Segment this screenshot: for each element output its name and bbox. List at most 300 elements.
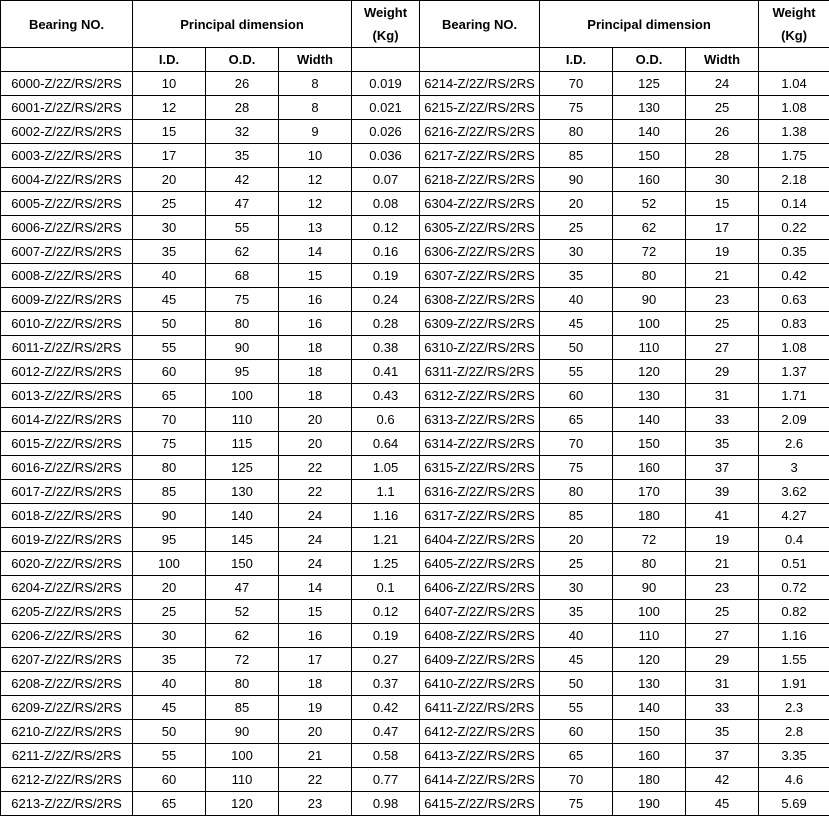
table-row [1,336,829,360]
table-row [1,456,829,480]
id-cell: 80 [133,456,206,480]
weight-cell: 0.41 [352,360,420,384]
weight-cell: 0.22 [759,216,829,240]
width-cell: 18 [279,336,352,360]
od-cell: 110 [613,336,686,360]
weight-cell: 2.18 [759,168,829,192]
bearing-no-cell: 6013-Z/2Z/RS/2RS [1,384,133,408]
od-header-right: O.D. [613,48,686,72]
weight-cell: 0.12 [352,600,420,624]
width-cell: 21 [686,552,759,576]
od-cell: 100 [613,600,686,624]
weight-cell: 0.42 [759,264,829,288]
weight-cell: 0.64 [352,432,420,456]
id-cell: 75 [540,792,613,816]
table-row [1,120,829,144]
bearing-no-cell: 6415-Z/2Z/RS/2RS [420,792,540,816]
id-cell: 80 [540,120,613,144]
od-cell: 140 [613,696,686,720]
id-cell: 40 [133,264,206,288]
id-cell: 20 [540,528,613,552]
id-cell: 30 [133,216,206,240]
weight-cell: 1.16 [352,504,420,528]
bearing-no-cell: 6000-Z/2Z/RS/2RS [1,72,133,96]
weight-cell: 4.6 [759,768,829,792]
weight-cell: 0.27 [352,648,420,672]
od-cell: 72 [206,648,279,672]
weight-cell: 1.04 [759,72,829,96]
weight-cell: 1.37 [759,360,829,384]
weight-cell: 3.35 [759,744,829,768]
width-cell: 35 [686,432,759,456]
width-cell: 39 [686,480,759,504]
id-cell: 20 [133,168,206,192]
weight-cell: 0.77 [352,768,420,792]
width-cell: 18 [279,360,352,384]
principal-dimension-header-left: Principal dimension [133,1,352,48]
bearing-no-cell: 6010-Z/2Z/RS/2RS [1,312,133,336]
id-cell: 60 [540,720,613,744]
width-cell: 24 [279,528,352,552]
width-cell: 19 [686,528,759,552]
weight-cell: 1.08 [759,336,829,360]
bearing-no-cell: 6015-Z/2Z/RS/2RS [1,432,133,456]
table-row [1,72,829,96]
table-row [1,144,829,168]
id-cell: 50 [540,336,613,360]
width-cell: 28 [686,144,759,168]
width-cell: 8 [279,72,352,96]
od-cell: 52 [206,600,279,624]
weight-cell: 0.021 [352,96,420,120]
weight-cell: 0.83 [759,312,829,336]
id-cell: 30 [540,576,613,600]
bearing-no-cell: 6413-Z/2Z/RS/2RS [420,744,540,768]
width-cell: 29 [686,648,759,672]
table-row [1,576,829,600]
bearing-no-cell: 6312-Z/2Z/RS/2RS [420,384,540,408]
weight-cell: 0.036 [352,144,420,168]
bearing-no-cell: 6307-Z/2Z/RS/2RS [420,264,540,288]
bearing-no-cell: 6410-Z/2Z/RS/2RS [420,672,540,696]
width-cell: 42 [686,768,759,792]
width-cell: 10 [279,144,352,168]
weight-cell: 0.07 [352,168,420,192]
od-cell: 55 [206,216,279,240]
id-cell: 95 [133,528,206,552]
width-cell: 17 [686,216,759,240]
weight-unit: (Kg) [759,24,829,47]
od-cell: 180 [613,504,686,528]
od-cell: 100 [206,384,279,408]
id-cell: 20 [540,192,613,216]
id-cell: 90 [133,504,206,528]
table-row [1,720,829,744]
bearing-no-cell: 6404-Z/2Z/RS/2RS [420,528,540,552]
table-row [1,672,829,696]
weight-cell: 0.24 [352,288,420,312]
id-cell: 30 [133,624,206,648]
table-row [1,360,829,384]
id-cell: 15 [133,120,206,144]
weight-cell: 1.75 [759,144,829,168]
bearing-no-cell: 6014-Z/2Z/RS/2RS [1,408,133,432]
width-cell: 27 [686,336,759,360]
id-header-right: I.D. [540,48,613,72]
principal-dimension-header-right: Principal dimension [540,1,759,48]
empty-header-cell [420,48,540,72]
width-cell: 24 [686,72,759,96]
width-cell: 24 [279,552,352,576]
od-cell: 47 [206,192,279,216]
id-cell: 70 [133,408,206,432]
width-cell: 15 [686,192,759,216]
bearing-no-cell: 6209-Z/2Z/RS/2RS [1,696,133,720]
od-cell: 120 [613,648,686,672]
weight-cell: 0.47 [352,720,420,744]
width-cell: 17 [279,648,352,672]
width-cell: 18 [279,672,352,696]
id-cell: 45 [133,696,206,720]
table-row [1,168,829,192]
width-cell: 8 [279,96,352,120]
id-cell: 55 [133,336,206,360]
empty-header-cell [1,48,133,72]
bearing-no-cell: 6214-Z/2Z/RS/2RS [420,72,540,96]
od-cell: 120 [613,360,686,384]
id-cell: 80 [540,480,613,504]
width-cell: 21 [279,744,352,768]
id-cell: 75 [133,432,206,456]
od-cell: 110 [613,624,686,648]
bearing-no-cell: 6008-Z/2Z/RS/2RS [1,264,133,288]
empty-header-cell [352,48,420,72]
weight-header-left [352,1,420,48]
id-cell: 45 [540,648,613,672]
weight-cell: 0.28 [352,312,420,336]
bearing-no-cell: 6405-Z/2Z/RS/2RS [420,552,540,576]
id-cell: 85 [540,504,613,528]
bearing-no-cell: 6315-Z/2Z/RS/2RS [420,456,540,480]
width-cell: 25 [686,96,759,120]
od-cell: 160 [613,744,686,768]
weight-cell: 0.026 [352,120,420,144]
od-cell: 125 [206,456,279,480]
bearing-no-cell: 6308-Z/2Z/RS/2RS [420,288,540,312]
bearing-no-cell: 6412-Z/2Z/RS/2RS [420,720,540,744]
id-cell: 50 [133,720,206,744]
od-cell: 35 [206,144,279,168]
bearing-no-cell: 6212-Z/2Z/RS/2RS [1,768,133,792]
id-cell: 70 [540,432,613,456]
width-cell: 33 [686,408,759,432]
weight-cell: 2.09 [759,408,829,432]
id-cell: 55 [133,744,206,768]
bearing-no-cell: 6012-Z/2Z/RS/2RS [1,360,133,384]
od-cell: 170 [613,480,686,504]
od-cell: 140 [206,504,279,528]
width-cell: 20 [279,720,352,744]
od-cell: 150 [613,432,686,456]
weight-cell: 0.19 [352,264,420,288]
width-cell: 14 [279,240,352,264]
width-cell: 12 [279,168,352,192]
bearing-no-cell: 6204-Z/2Z/RS/2RS [1,576,133,600]
od-cell: 52 [613,192,686,216]
od-cell: 150 [206,552,279,576]
bearing-no-cell: 6206-Z/2Z/RS/2RS [1,624,133,648]
od-cell: 80 [206,312,279,336]
weight-cell: 1.1 [352,480,420,504]
table-row [1,264,829,288]
table-row [1,192,829,216]
weight-unit: (Kg) [352,24,419,47]
weight-cell: 1.25 [352,552,420,576]
id-cell: 25 [540,552,613,576]
weight-cell: 2.3 [759,696,829,720]
table-row [1,384,829,408]
od-cell: 72 [613,528,686,552]
header-row-2 [1,48,829,72]
width-cell: 24 [279,504,352,528]
weight-cell: 1.05 [352,456,420,480]
width-cell: 16 [279,624,352,648]
weight-cell: 0.98 [352,792,420,816]
bearing-no-cell: 6001-Z/2Z/RS/2RS [1,96,133,120]
bearing-no-cell: 6017-Z/2Z/RS/2RS [1,480,133,504]
od-cell: 62 [206,624,279,648]
id-cell: 85 [133,480,206,504]
width-cell: 25 [686,312,759,336]
od-cell: 150 [613,144,686,168]
weight-cell: 1.91 [759,672,829,696]
bearing-no-cell: 6011-Z/2Z/RS/2RS [1,336,133,360]
header-row-1 [1,1,829,48]
bearing-no-cell: 6004-Z/2Z/RS/2RS [1,168,133,192]
id-cell: 65 [133,384,206,408]
od-header-left: O.D. [206,48,279,72]
od-cell: 130 [613,672,686,696]
bearing-no-cell: 6211-Z/2Z/RS/2RS [1,744,133,768]
od-cell: 190 [613,792,686,816]
width-cell: 20 [279,432,352,456]
width-cell: 15 [279,264,352,288]
id-cell: 70 [540,72,613,96]
width-cell: 26 [686,120,759,144]
width-cell: 31 [686,672,759,696]
od-cell: 160 [613,456,686,480]
weight-cell: 0.82 [759,600,829,624]
bearing-no-cell: 6207-Z/2Z/RS/2RS [1,648,133,672]
od-cell: 90 [206,720,279,744]
bearing-no-cell: 6414-Z/2Z/RS/2RS [420,768,540,792]
bearing-no-cell: 6020-Z/2Z/RS/2RS [1,552,133,576]
id-cell: 25 [540,216,613,240]
bearing-no-cell: 6006-Z/2Z/RS/2RS [1,216,133,240]
width-cell: 45 [686,792,759,816]
bearing-no-cell: 6304-Z/2Z/RS/2RS [420,192,540,216]
id-cell: 55 [540,696,613,720]
id-cell: 50 [540,672,613,696]
table-row [1,648,829,672]
id-cell: 35 [540,264,613,288]
od-cell: 90 [613,288,686,312]
od-cell: 150 [613,720,686,744]
bearing-no-cell: 6409-Z/2Z/RS/2RS [420,648,540,672]
weight-cell: 3.62 [759,480,829,504]
id-cell: 40 [540,624,613,648]
id-cell: 40 [540,288,613,312]
weight-cell: 0.08 [352,192,420,216]
od-cell: 110 [206,408,279,432]
width-header-right: Width [686,48,759,72]
weight-cell: 0.42 [352,696,420,720]
bearing-no-cell: 6213-Z/2Z/RS/2RS [1,792,133,816]
od-cell: 125 [613,72,686,96]
weight-cell: 0.6 [352,408,420,432]
od-cell: 42 [206,168,279,192]
table-row [1,528,829,552]
weight-cell: 0.51 [759,552,829,576]
width-cell: 22 [279,768,352,792]
weight-cell: 0.4 [759,528,829,552]
width-cell: 19 [279,696,352,720]
od-cell: 28 [206,96,279,120]
bearing-no-cell: 6310-Z/2Z/RS/2RS [420,336,540,360]
bearing-no-cell: 6003-Z/2Z/RS/2RS [1,144,133,168]
weight-cell: 0.14 [759,192,829,216]
od-cell: 26 [206,72,279,96]
width-cell: 23 [279,792,352,816]
id-cell: 75 [540,96,613,120]
weight-cell: 0.72 [759,576,829,600]
width-cell: 13 [279,216,352,240]
od-cell: 62 [613,216,686,240]
weight-cell: 1.16 [759,624,829,648]
weight-cell: 0.43 [352,384,420,408]
id-cell: 40 [133,672,206,696]
weight-cell: 0.37 [352,672,420,696]
width-cell: 27 [686,624,759,648]
weight-cell: 0.1 [352,576,420,600]
table-row [1,408,829,432]
bearing-no-cell: 6311-Z/2Z/RS/2RS [420,360,540,384]
id-cell: 60 [540,384,613,408]
od-cell: 85 [206,696,279,720]
bearing-no-cell: 6309-Z/2Z/RS/2RS [420,312,540,336]
od-cell: 80 [613,552,686,576]
bearing-no-header-right: Bearing NO. [420,1,540,48]
id-cell: 45 [540,312,613,336]
weight-cell: 2.6 [759,432,829,456]
od-cell: 130 [613,96,686,120]
weight-cell: 0.19 [352,624,420,648]
od-cell: 90 [613,576,686,600]
id-cell: 35 [133,648,206,672]
od-cell: 90 [206,336,279,360]
bearing-no-cell: 6009-Z/2Z/RS/2RS [1,288,133,312]
width-cell: 30 [686,168,759,192]
table-row [1,288,829,312]
width-cell: 35 [686,720,759,744]
bearing-no-cell: 6005-Z/2Z/RS/2RS [1,192,133,216]
width-cell: 33 [686,696,759,720]
bearing-no-cell: 6208-Z/2Z/RS/2RS [1,672,133,696]
table-row [1,504,829,528]
width-cell: 15 [279,600,352,624]
id-cell: 75 [540,456,613,480]
od-cell: 130 [613,384,686,408]
od-cell: 32 [206,120,279,144]
table-row [1,552,829,576]
width-cell: 21 [686,264,759,288]
width-cell: 22 [279,456,352,480]
id-cell: 10 [133,72,206,96]
od-cell: 95 [206,360,279,384]
bearing-no-cell: 6002-Z/2Z/RS/2RS [1,120,133,144]
od-cell: 145 [206,528,279,552]
bearing-no-cell: 6408-Z/2Z/RS/2RS [420,624,540,648]
table-row [1,96,829,120]
bearing-no-cell: 6018-Z/2Z/RS/2RS [1,504,133,528]
id-cell: 25 [133,192,206,216]
bearing-no-cell: 6406-Z/2Z/RS/2RS [420,576,540,600]
od-cell: 100 [206,744,279,768]
bearing-no-cell: 6411-Z/2Z/RS/2RS [420,696,540,720]
bearing-no-cell: 6019-Z/2Z/RS/2RS [1,528,133,552]
width-cell: 16 [279,312,352,336]
table-row [1,744,829,768]
id-cell: 25 [133,600,206,624]
width-cell: 31 [686,384,759,408]
od-cell: 110 [206,768,279,792]
bearing-no-cell: 6007-Z/2Z/RS/2RS [1,240,133,264]
table-row [1,600,829,624]
id-cell: 65 [540,744,613,768]
weight-cell: 1.21 [352,528,420,552]
table-row [1,312,829,336]
width-cell: 23 [686,576,759,600]
id-cell: 60 [133,360,206,384]
id-cell: 65 [133,792,206,816]
bearing-no-cell: 6305-Z/2Z/RS/2RS [420,216,540,240]
od-cell: 180 [613,768,686,792]
id-cell: 60 [133,768,206,792]
weight-cell: 1.55 [759,648,829,672]
od-cell: 115 [206,432,279,456]
bearing-no-cell: 6317-Z/2Z/RS/2RS [420,504,540,528]
width-cell: 25 [686,600,759,624]
width-cell: 18 [279,384,352,408]
width-cell: 16 [279,288,352,312]
bearing-no-cell: 6306-Z/2Z/RS/2RS [420,240,540,264]
id-cell: 100 [133,552,206,576]
width-cell: 20 [279,408,352,432]
id-cell: 35 [133,240,206,264]
weight-cell: 0.63 [759,288,829,312]
od-cell: 120 [206,792,279,816]
id-cell: 12 [133,96,206,120]
width-cell: 37 [686,744,759,768]
bearing-no-cell: 6313-Z/2Z/RS/2RS [420,408,540,432]
weight-cell: 4.27 [759,504,829,528]
od-cell: 160 [613,168,686,192]
width-cell: 22 [279,480,352,504]
width-cell: 37 [686,456,759,480]
weight-cell: 3 [759,456,829,480]
bearing-no-cell: 6205-Z/2Z/RS/2RS [1,600,133,624]
bearing-no-cell: 6314-Z/2Z/RS/2RS [420,432,540,456]
